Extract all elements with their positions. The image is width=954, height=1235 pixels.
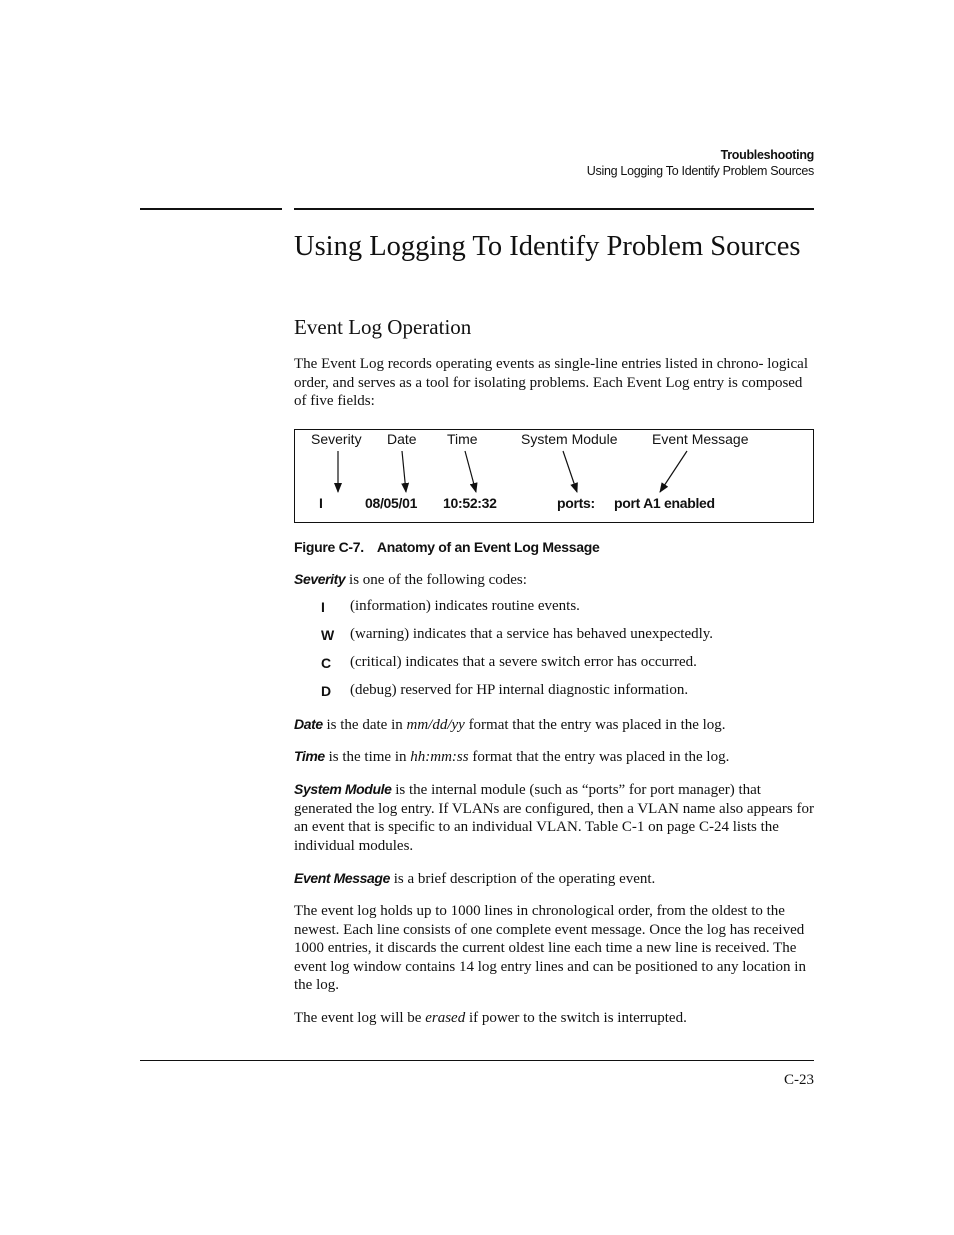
date-text-post: format that the entry was placed in the log. [464,717,726,733]
figure-value-severity: I [319,495,323,511]
figure-label-event-message: Event Message [652,431,749,447]
figure-caption-number: Figure C-7. [294,539,364,555]
severity-code: I [321,599,325,615]
severity-intro [294,570,816,590]
severity-code: W [321,627,335,643]
system-module-text: is the internal module (such as “ports” for port manager) that generated the log entry. If VLANs are configured, then a VLAN name also appears for an event that is specific to an individual VLAN. Table C-1 on page C-24 lists the individual modules. [294,782,814,854]
date-paragraph [294,715,816,735]
date-text-pre: is the date in [322,717,407,733]
figure-label-time: Time [447,431,478,447]
figure-label-severity: Severity [311,431,362,447]
figure-label-system-module: System Module [521,431,618,447]
figure-value-system-module: ports: [557,495,595,511]
severity-description: (debug) reserved for HP internal diagnostic information. [350,682,689,698]
severity-intro-text: is one of the following codes: [345,572,527,588]
erased-paragraph [294,1009,816,1028]
erased-emphasis: erased [425,1010,466,1026]
erased-text-pre: The event log will be [294,1010,426,1026]
term-system-module: System Module [294,781,392,797]
header-rule-left [140,208,282,210]
header-rule-right [294,208,814,210]
running-header-chapter: Troubleshooting [720,148,814,162]
page-title: Using Logging To Identify Problem Sources [294,231,801,262]
severity-description: (warning) indicates that a service has behaved unexpectedly. [350,626,714,642]
time-format: hh:mm:ss [410,749,469,765]
page-number: C-23 [784,1072,814,1088]
severity-description: (information) indicates routine events. [350,598,580,614]
time-text-pre: is the time in [324,749,411,765]
term-severity: Severity [294,571,346,587]
severity-description: (critical) indicates that a severe switch error has occurred. [350,654,697,670]
figure-value-event-message: port A1 enabled [614,495,715,511]
section-heading: Event Log Operation [294,315,472,339]
term-date: Date [294,716,323,732]
footer-rule [140,1060,814,1061]
event-message-paragraph [294,869,816,889]
time-text-post: format that the entry was placed in the log. [468,749,730,765]
system-module-paragraph [294,780,816,855]
severity-code: D [321,683,332,699]
intro-paragraph: The Event Log records operating events as single-line entries listed in chrono- logical order, and serves as a tool for isolating problems. Each Event Log entry is composed of five fields: [294,356,809,410]
term-event-message: Event Message [294,870,390,886]
figure-label-date: Date [387,431,417,447]
erased-text-post: if power to the switch is interrupted. [465,1010,687,1026]
date-format: mm/dd/yy [406,717,465,733]
event-message-text: is a brief description of the operating event. [389,871,656,887]
time-paragraph [294,747,816,767]
term-time: Time [294,748,325,764]
event-log-capacity-paragraph: The event log holds up to 1000 lines in chronological order, from the oldest to the newest. Each line consists of one complete event message. Once the log has received 1000 entries, it discards the current oldest line each time a new line is received. The event log window contains 14 log entry lines and can be positioned to any location in the log. [294,903,806,994]
figure-value-date: 08/05/01 [365,495,418,511]
severity-code: C [321,655,332,671]
figure-value-time: 10:52:32 [443,495,497,511]
figure-caption [294,539,599,555]
running-header-section: Using Logging To Identify Problem Sources [586,164,814,178]
figure-caption-text: Anatomy of an Event Log Message [376,539,600,555]
